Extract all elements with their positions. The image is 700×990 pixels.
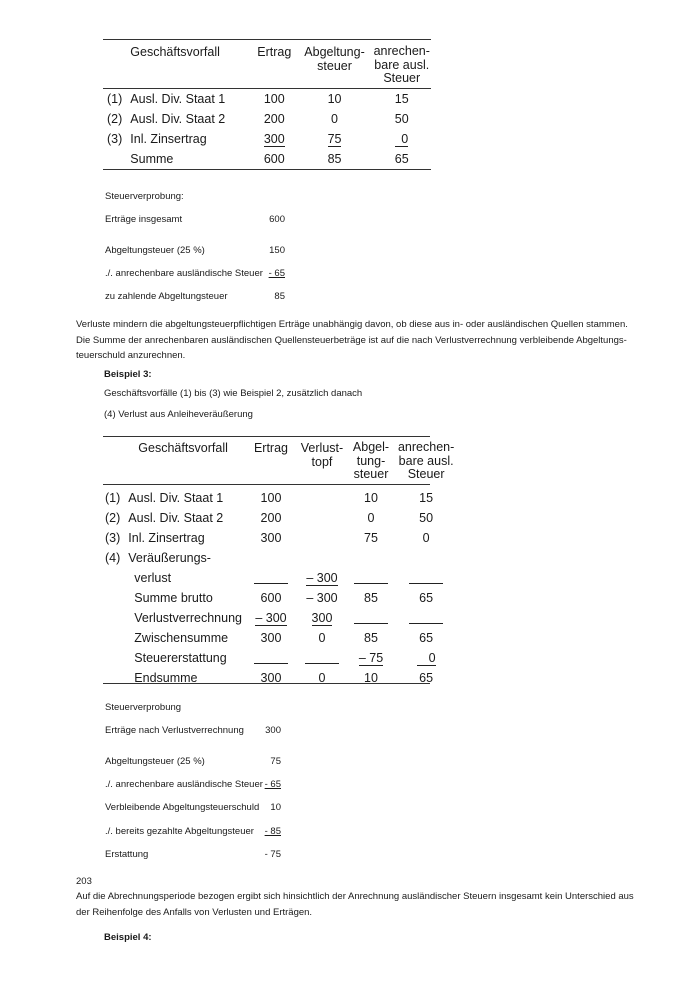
table2-header-anr-line2: bare ausl. — [398, 453, 454, 468]
row-number: (4) — [105, 551, 121, 565]
cell-ertrag — [246, 608, 296, 628]
cell-abgeltungsteuer — [300, 129, 368, 149]
cell-verlusttopf — [296, 508, 348, 528]
table2-header-abg-line3: steuer — [353, 467, 389, 481]
row-label: Summe — [130, 152, 174, 166]
cell-anr-value: 0 — [417, 651, 436, 666]
table-row — [103, 109, 435, 129]
cell-anrechenbar: 50 — [394, 112, 409, 126]
table2-header-ertrag: Ertrag — [253, 441, 288, 455]
line-value: - 85 — [264, 826, 281, 837]
row-label: Endsumme — [134, 671, 198, 685]
cell-underline — [354, 609, 388, 624]
table-row — [101, 588, 458, 608]
cell-anrechenbar: 65 — [419, 671, 434, 685]
cell-abgeltungsteuer: 85 — [364, 631, 378, 645]
cell-abgeltungsteuer: 85 — [327, 152, 342, 166]
cell-abgeltungsteuer: 10 — [364, 491, 378, 505]
cell-verlusttopf — [296, 568, 348, 588]
row-number — [101, 568, 124, 588]
row-number: (2) — [107, 112, 123, 126]
verprobung2-line — [105, 724, 281, 738]
row-label: Ausl. Div. Staat 2 — [130, 112, 226, 126]
table-row — [101, 488, 458, 508]
verprobung1-line — [105, 290, 285, 304]
line-label: zu zahlende Abgeltungsteuer — [105, 291, 228, 302]
table1-header-abg-line2: steuer — [317, 59, 352, 73]
cell-anrechenbar — [394, 568, 458, 588]
cell-underline — [254, 649, 288, 664]
cell-anrechenbar: 65 — [394, 152, 409, 166]
table1-header-anr-line3: Steuer — [383, 71, 421, 85]
table-row — [101, 628, 458, 648]
paragraph-verluste — [76, 317, 646, 364]
cell-verlusttopf — [296, 608, 348, 628]
row-label: verlust — [134, 571, 172, 585]
cell-abgeltungsteuer: 0 — [331, 112, 338, 126]
cell-ertrag: 300 — [260, 531, 282, 545]
row-number — [101, 588, 124, 608]
cell-ertrag-value: – 300 — [255, 610, 287, 625]
line-value: 150 — [269, 245, 285, 256]
cell-verlusttopf — [296, 488, 348, 508]
table2-header-topf-line2: topf — [311, 455, 333, 469]
table1-bottom-rule — [103, 169, 431, 170]
example3-line1: Geschäftsvorfälle (1) bis (3) wie Beispiel 2, zusätzlich danach — [104, 388, 363, 399]
cell-ertrag: 600 — [263, 152, 285, 166]
line-value: - 65 — [268, 268, 285, 279]
line-label: ./. bereits gezahlte Abgeltungsteuer — [105, 826, 254, 837]
table1-header-anr-line1: anrechen- — [373, 44, 430, 58]
cell-abgeltungsteuer — [348, 608, 394, 628]
row-label: Ausl. Div. Staat 2 — [128, 511, 224, 525]
cell-abgeltungsteuer: 85 — [364, 591, 378, 605]
table-row — [101, 528, 458, 548]
table1-header-case: Geschäftsvorfall — [130, 45, 220, 59]
table2-header-abgeltungsteuer — [348, 440, 394, 482]
table1-header-abgeltungsteuer — [300, 43, 368, 89]
cell-anrechenbar — [394, 608, 458, 628]
row-label: Ausl. Div. Staat 1 — [128, 491, 224, 505]
table1-header-anrechenbar — [369, 43, 435, 89]
cell-underline — [409, 569, 443, 584]
cell-abgeltungsteuer: 75 — [364, 531, 378, 545]
row-label: Summe brutto — [134, 591, 213, 605]
cell-ertrag — [248, 129, 300, 149]
row-label: Zwischensumme — [134, 631, 229, 645]
cell-underline — [354, 569, 388, 584]
cell-anrechenbar: 15 — [394, 92, 409, 106]
line-label: ./. anrechenbare ausländische Steuer — [105, 268, 263, 279]
verprobung1-line — [105, 213, 285, 227]
table-row — [101, 608, 458, 628]
line-label: ./. anrechenbare ausländische Steuer — [105, 779, 263, 790]
cell-ertrag — [246, 548, 296, 568]
table-row — [101, 668, 458, 688]
row-label: Steuererstattung — [134, 651, 227, 665]
line-label: Abgeltungsteuer (25 %) — [105, 756, 205, 767]
row-label: Inl. Zinsertrag — [130, 132, 207, 146]
row-number: (1) — [107, 92, 123, 106]
row-number — [101, 628, 124, 648]
verprobung2-line — [105, 755, 281, 769]
example4-title: Beispiel 4: — [104, 932, 152, 943]
verprobung2-line — [105, 848, 281, 862]
row-number: (3) — [105, 531, 121, 545]
cell-ertrag: 600 — [260, 591, 282, 605]
cell-abgeltungsteuer: 10 — [364, 671, 378, 685]
row-label: Ausl. Div. Staat 1 — [130, 92, 226, 106]
cell-ertrag: 100 — [260, 491, 282, 505]
cell-anrechenbar — [394, 548, 458, 568]
table1-header-abg-line1: Abgeltung- — [304, 45, 365, 59]
cell-abgeltungsteuer: 0 — [367, 511, 375, 525]
cell-verlusttopf — [296, 648, 348, 668]
cell-abgeltungsteuer — [348, 568, 394, 588]
row-number: (2) — [105, 511, 121, 525]
line-value: 10 — [270, 802, 281, 813]
table1-header-anr-line2: bare ausl. — [374, 57, 430, 72]
line-value: - 65 — [264, 779, 281, 790]
line-label: Erträge insgesamt — [105, 214, 183, 225]
table2-header-rule — [103, 484, 430, 485]
row-label: Veräußerungs- — [128, 551, 211, 565]
cell-anrechenbar: 15 — [419, 491, 434, 505]
verprobung2-line — [105, 825, 281, 839]
cell-anrechenbar — [369, 129, 435, 149]
cell-verlusttopf — [296, 548, 348, 568]
cell-verlusttopf: 0 — [318, 671, 326, 685]
cell-topf-value: 300 — [311, 610, 333, 625]
row-number — [101, 608, 124, 628]
cell-verlusttopf: – 300 — [306, 591, 338, 605]
cell-verlusttopf: 0 — [318, 631, 326, 645]
verprobung2-title: Steuerverprobung — [105, 702, 182, 713]
example3-title: Beispiel 3: — [104, 369, 152, 380]
row-number: (1) — [105, 491, 121, 505]
verprobung2-line — [105, 801, 281, 815]
cell-anrechenbar: 65 — [419, 591, 434, 605]
cell-ertrag — [246, 648, 296, 668]
table2-header-case: Geschäftsvorfall — [138, 441, 228, 455]
line-label: Erträge nach Verlustverrechnung — [105, 725, 244, 736]
line-value: - 75 — [264, 849, 281, 860]
line-value: 85 — [274, 291, 285, 302]
cell-anrechenbar — [394, 648, 458, 668]
table2-header-topf-line1: Verlust- — [300, 441, 344, 455]
cell-ertrag: 200 — [263, 112, 285, 126]
table2-header-abg-line1: Abgel- — [352, 440, 390, 454]
cell-anrechenbar: 50 — [419, 511, 434, 525]
line-value: 300 — [265, 725, 281, 736]
cell-abgeltungsteuer — [348, 648, 394, 668]
verprobung1-line — [105, 267, 285, 281]
table1 — [103, 43, 435, 169]
cell-abg-value: – 75 — [358, 650, 384, 665]
table1-top-rule — [103, 39, 431, 40]
cell-abg-value: 75 — [327, 131, 342, 146]
paragraph-line: Die Summe der anrechenbaren ausländischen Quellensteuerbeträge ist auf die nach Verlustverrechnung verbleibende Abgeltungs- — [76, 334, 627, 346]
cell-ertrag: 200 — [260, 511, 282, 525]
line-label: Verbleibende Abgeltungsteuerschuld — [105, 802, 260, 813]
verprobung1-line — [105, 244, 285, 258]
table1-header-rule — [103, 88, 431, 89]
row-number — [101, 648, 124, 668]
table-row — [103, 129, 435, 149]
table2-bottom-rule — [103, 683, 430, 684]
line-value: 600 — [269, 214, 285, 225]
paragraph-anrechnung — [76, 889, 661, 920]
row-number: (3) — [107, 132, 123, 146]
cell-anrechenbar: 0 — [422, 531, 430, 545]
table-row — [103, 89, 435, 109]
table2-header-anr-line1: anrechen- — [397, 440, 455, 454]
cell-ertrag: 300 — [260, 631, 282, 645]
row-label: Inl. Zinsertrag — [128, 531, 205, 545]
table2-header-verlusttopf — [296, 440, 348, 482]
cell-anrechenbar: 65 — [419, 631, 434, 645]
cell-topf-value: – 300 — [306, 570, 338, 585]
table-row — [101, 648, 458, 668]
line-label: Erstattung — [105, 849, 149, 860]
cell-ertrag: 100 — [263, 92, 285, 106]
cell-underline — [409, 609, 443, 624]
paragraph-line: teuerschuld anzurechnen. — [76, 350, 186, 361]
cell-ertrag-value: 300 — [263, 131, 285, 146]
table2 — [101, 440, 458, 688]
cell-abgeltungsteuer: 10 — [327, 92, 342, 106]
cell-ertrag: 300 — [260, 671, 282, 685]
cell-underline — [305, 649, 339, 664]
table1-header-ertrag: Ertrag — [257, 45, 292, 59]
table-row — [101, 548, 458, 568]
table-row — [103, 149, 435, 169]
table2-top-rule — [103, 436, 430, 437]
row-label: Verlustverrechnung — [134, 611, 242, 625]
row-number — [101, 668, 124, 688]
table2-header-anr-line3: Steuer — [407, 467, 445, 481]
cell-anr-value: 0 — [395, 132, 408, 147]
line-label: Abgeltungsteuer (25 %) — [105, 245, 205, 256]
paragraph-number: 203 — [76, 876, 92, 887]
line-value: 75 — [270, 756, 281, 767]
row-number — [103, 149, 126, 169]
table2-header-abg-line2: tung- — [356, 453, 386, 468]
verprobung1-title: Steuerverprobung: — [105, 191, 184, 202]
table2-header-anrechenbar — [394, 440, 458, 482]
verprobung2-line — [105, 778, 281, 792]
paragraph-line: der Reihenfolge des Anfalls von Verlusten und Erträgen. — [76, 906, 313, 918]
cell-verlusttopf — [296, 528, 348, 548]
example3-line2: (4) Verlust aus Anleiheveräußerung — [104, 409, 253, 420]
paragraph-line: Verluste mindern die abgeltungsteuerpflichtigen Erträge unabhängig davon, ob diese aus in- oder ausländischen Quellen stammen. — [76, 319, 628, 330]
cell-underline — [254, 569, 288, 584]
paragraph-line: Auf die Abrechnungsperiode bezogen ergibt sich hinsichtlich der Anrechnung ausländischer Steuern insgesamt kein Unterschied aus — [76, 891, 634, 902]
table-row — [101, 508, 458, 528]
table-row — [101, 568, 458, 588]
cell-ertrag — [246, 568, 296, 588]
cell-abgeltungsteuer — [348, 548, 394, 568]
